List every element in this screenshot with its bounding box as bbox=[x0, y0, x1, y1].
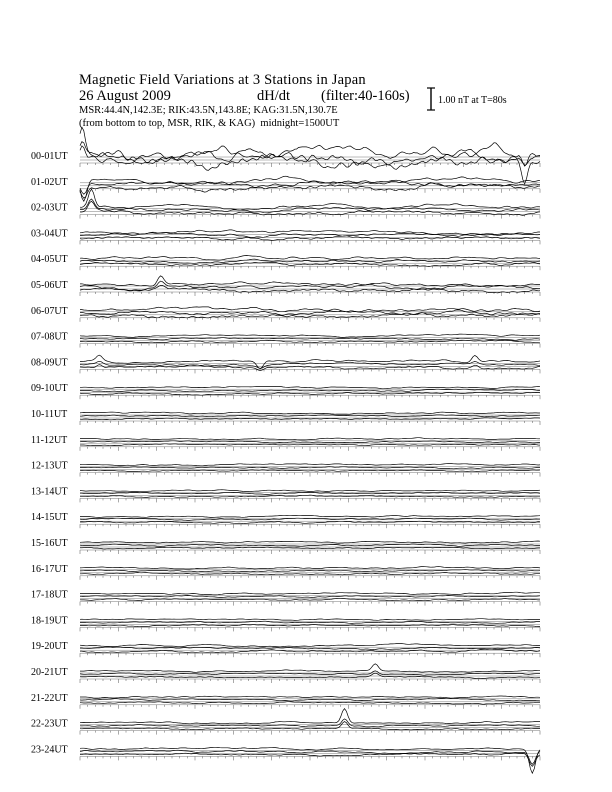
trace-kag bbox=[80, 567, 540, 569]
trace-kag bbox=[80, 515, 540, 517]
row-label: 01-02UT bbox=[31, 176, 68, 188]
trace-msr bbox=[80, 702, 540, 705]
midnight-note: midnight=1500UT bbox=[260, 118, 340, 129]
trace-rik bbox=[80, 338, 540, 341]
trace-msr bbox=[80, 470, 540, 472]
row-label: 15-16UT bbox=[31, 538, 68, 549]
row-label: 14-15UT bbox=[31, 512, 68, 524]
trace-kag bbox=[80, 230, 540, 235]
trace-kag bbox=[80, 386, 540, 389]
row-label: 16-17UT bbox=[31, 563, 68, 575]
trace-msr bbox=[80, 262, 540, 266]
trace-kag bbox=[80, 307, 540, 312]
row-label: 05-06UT bbox=[31, 280, 68, 291]
row-label: 07-08UT bbox=[31, 331, 68, 343]
trace-msr bbox=[80, 392, 540, 395]
trace-rik bbox=[80, 544, 540, 546]
trace-msr bbox=[80, 649, 540, 653]
trace-kag bbox=[80, 412, 540, 414]
trace-kag bbox=[80, 127, 540, 184]
trace-kag bbox=[80, 541, 540, 543]
row-label: 17-18UT bbox=[31, 589, 68, 601]
trace-rik bbox=[80, 259, 540, 263]
row-label: 12-13UT bbox=[31, 460, 68, 472]
trace-rik bbox=[80, 647, 540, 650]
row-label: 18-19UT bbox=[31, 615, 68, 627]
row-label: 23-24UT bbox=[31, 744, 68, 756]
filter-label: (filter:40-160s) bbox=[321, 88, 410, 104]
trace-kag bbox=[80, 592, 540, 595]
row-label: 22-23UT bbox=[31, 718, 68, 730]
row-label: 21-22UT bbox=[31, 692, 68, 704]
trace-msr bbox=[80, 599, 540, 601]
trace-rik bbox=[80, 389, 540, 391]
trace-kag bbox=[80, 276, 540, 287]
row-label: 00-01UT bbox=[31, 151, 68, 162]
row-label: 20-21UT bbox=[31, 667, 68, 678]
trace-kag bbox=[80, 664, 540, 673]
scale-bar-label: 1.00 nT at T=80s bbox=[438, 95, 507, 106]
row-label: 13-14UT bbox=[31, 486, 68, 498]
row-label: 10-11UT bbox=[31, 409, 68, 420]
stations-label: MSR:44.4N,142.3E; RIK:43.5N,143.8E; KAG:31.5N,130.7E bbox=[79, 105, 338, 116]
row-label: 09-10UT bbox=[31, 383, 68, 395]
quantity-label: dH/dt bbox=[257, 88, 291, 104]
trace-rik bbox=[80, 441, 540, 443]
trace-kag bbox=[80, 696, 540, 698]
trace-kag bbox=[80, 644, 540, 647]
trace-kag bbox=[80, 619, 540, 621]
trace-kag bbox=[80, 334, 540, 337]
trace-msr bbox=[80, 547, 540, 549]
row-label: 19-20UT bbox=[31, 641, 68, 653]
row-label: 08-09UT bbox=[31, 357, 68, 369]
chart-title: Magnetic Field Variations at 3 Stations in Japan bbox=[79, 72, 366, 88]
trace-kag bbox=[80, 256, 540, 261]
row-label: 03-04UT bbox=[31, 228, 68, 240]
row-label: 02-03UT bbox=[31, 202, 68, 214]
trace-kag bbox=[80, 464, 540, 466]
trace-msr bbox=[80, 521, 540, 523]
row-label: 11-12UT bbox=[31, 434, 68, 446]
trace-rik bbox=[80, 467, 540, 469]
trace-kag bbox=[80, 490, 540, 492]
trace-msr bbox=[80, 313, 540, 318]
trace-msr bbox=[80, 625, 540, 627]
trace-rik bbox=[80, 492, 540, 494]
trace-kag bbox=[80, 438, 540, 440]
trace-msr bbox=[80, 236, 540, 241]
row-label: 06-07UT bbox=[31, 305, 68, 317]
trace-kag bbox=[80, 709, 540, 724]
trace-msr bbox=[80, 444, 540, 446]
date-label: 26 August 2009 bbox=[79, 88, 171, 104]
order-note: (from bottom to top, MSR, RIK, & KAG) bbox=[79, 118, 256, 129]
row-label: 04-05UT bbox=[31, 254, 68, 266]
